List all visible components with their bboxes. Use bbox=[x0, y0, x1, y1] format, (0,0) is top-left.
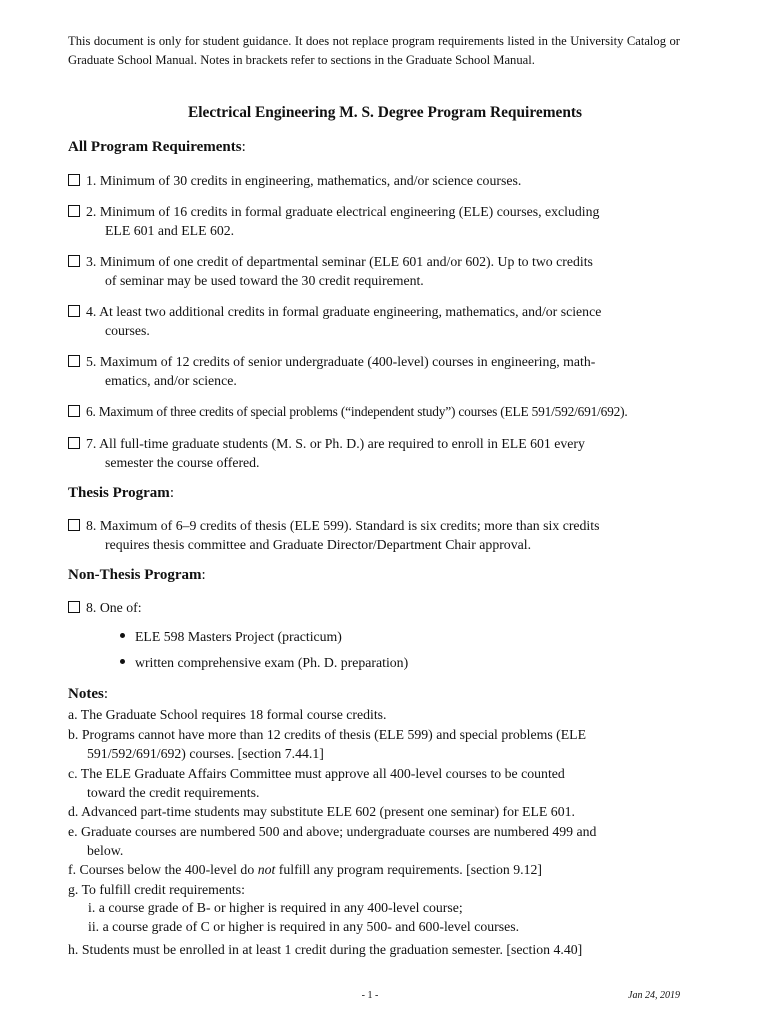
note-a bbox=[68, 705, 688, 724]
note-e bbox=[68, 822, 688, 860]
requirement-thesis-8 bbox=[68, 516, 688, 554]
option-bullet bbox=[120, 655, 408, 671]
subnote-i bbox=[88, 900, 463, 916]
checkbox-icon bbox=[68, 519, 80, 531]
req-text-cont: requires thesis committee and Graduate Director/Department Chair approval. bbox=[105, 537, 532, 552]
section-nonthesis-label: Non-Thesis Program bbox=[68, 567, 202, 583]
req-number: 8. bbox=[86, 600, 97, 615]
req-text-cont: courses. bbox=[105, 323, 150, 338]
note-text: Students must be enrolled in at least 1 credit during the graduation semester. [section 4.40] bbox=[81, 942, 583, 957]
colon: : bbox=[169, 485, 174, 501]
note-f bbox=[68, 860, 688, 879]
note-emphasis: not bbox=[257, 862, 276, 877]
req-text: Minimum of one credit of departmental seminar (ELE 601 and/or 602). Up to two credits bbox=[99, 254, 593, 269]
note-letter: a. bbox=[68, 707, 78, 722]
checkbox-icon bbox=[68, 205, 80, 217]
section-thesis bbox=[68, 485, 174, 502]
requirement-3 bbox=[68, 252, 688, 290]
note-text-cont: 591/592/691/692) courses. [section 7.44.1] bbox=[87, 746, 324, 761]
note-text: The ELE Graduate Affairs Committee must approve all 400-level courses to be counted bbox=[80, 766, 565, 781]
bullet-text: ELE 598 Masters Project (practicum) bbox=[135, 629, 342, 644]
colon: : bbox=[241, 139, 246, 155]
note-letter: g. bbox=[68, 882, 79, 897]
req-text: At least two additional credits in formal graduate engineering, mathematics, and/or science bbox=[99, 304, 602, 319]
note-text-cont: toward the credit requirements. bbox=[87, 785, 260, 800]
requirement-7 bbox=[68, 434, 688, 472]
section-nonthesis bbox=[68, 567, 206, 584]
req-text: One of: bbox=[99, 600, 142, 615]
req-number: 2. bbox=[86, 204, 97, 219]
note-text: Programs cannot have more than 12 credits of thesis (ELE 599) and special problems (ELE bbox=[81, 727, 587, 742]
checkbox-icon bbox=[68, 305, 80, 317]
checkbox-icon bbox=[68, 174, 80, 186]
checkbox-icon bbox=[68, 405, 80, 417]
req-text-cont: of seminar may be used toward the 30 credit requirement. bbox=[105, 273, 424, 288]
colon: : bbox=[103, 686, 108, 702]
req-text-cont: semester the course offered. bbox=[105, 455, 260, 470]
req-number: 3. bbox=[86, 254, 97, 269]
note-letter: e. bbox=[68, 824, 78, 839]
disclaimer-text: This document is only for student guidance. It does not replace program requirements listed in the University Catalog or Graduate School Manual. Notes in brackets refer to sections in the Graduate School Manual. bbox=[68, 34, 680, 67]
requirement-4 bbox=[68, 302, 688, 340]
req-text: Minimum of 30 credits in engineering, mathematics, and/or science courses. bbox=[99, 173, 522, 188]
note-text: Courses below the 400-level do bbox=[79, 862, 258, 877]
note-letter: h. bbox=[68, 942, 79, 957]
section-all-requirements bbox=[68, 139, 246, 156]
note-g bbox=[68, 880, 688, 899]
note-text-cont: below. bbox=[87, 843, 124, 858]
requirement-6 bbox=[68, 402, 758, 421]
req-text: All full-time graduate students (M. S. or Ph. D.) are required to enroll in ELE 601 every bbox=[99, 436, 585, 451]
section-notes-label: Notes bbox=[68, 686, 104, 702]
note-c bbox=[68, 764, 688, 802]
note-text: The Graduate School requires 18 formal course credits. bbox=[80, 707, 387, 722]
colon: : bbox=[201, 567, 206, 583]
bullet-text: written comprehensive exam (Ph. D. preparation) bbox=[135, 655, 409, 670]
req-text-cont: ematics, and/or science. bbox=[105, 373, 237, 388]
section-notes bbox=[68, 686, 108, 703]
checkbox-icon bbox=[68, 255, 80, 267]
note-letter: d. bbox=[68, 804, 79, 819]
document-date: Jan 24, 2019 bbox=[628, 990, 680, 1001]
req-text: Minimum of 16 credits in formal graduate electrical engineering (ELE) courses, excluding bbox=[99, 204, 600, 219]
page-number: - 1 - bbox=[361, 990, 379, 1001]
requirement-nonthesis-8 bbox=[68, 598, 688, 617]
req-number: 6. bbox=[86, 404, 96, 419]
requirement-1 bbox=[68, 171, 688, 190]
subnote-ii bbox=[88, 919, 519, 935]
note-h bbox=[68, 940, 688, 959]
note-text: Advanced part-time students may substitute ELE 602 (present one seminar) for ELE 601. bbox=[81, 804, 575, 819]
req-text: Maximum of three credits of special problems (“independent study”) courses (ELE 591/592/691/692). bbox=[98, 404, 628, 419]
subnote-text: a course grade of B- or higher is required in any 400-level course; bbox=[98, 900, 463, 915]
note-letter: f. bbox=[68, 862, 77, 877]
note-d bbox=[68, 802, 688, 821]
bullet-icon bbox=[120, 659, 125, 664]
req-number: 1. bbox=[86, 173, 97, 188]
subnote-text: a course grade of C or higher is required in any 500- and 600-level courses. bbox=[102, 919, 520, 934]
note-text: Graduate courses are numbered 500 and above; undergraduate courses are numbered 499 and bbox=[81, 824, 597, 839]
note-letter: b. bbox=[68, 727, 79, 742]
note-letter: c. bbox=[68, 766, 78, 781]
bullet-icon bbox=[120, 633, 125, 638]
req-number: 7. bbox=[86, 436, 97, 451]
req-text-cont: ELE 601 and ELE 602. bbox=[105, 223, 235, 238]
checkbox-icon bbox=[68, 601, 80, 613]
req-text: Maximum of 6–9 credits of thesis (ELE 599). Standard is six credits; more than six credits bbox=[99, 518, 600, 533]
checkbox-icon bbox=[68, 437, 80, 449]
req-number: 5. bbox=[86, 354, 97, 369]
section-all-label: All Program Requirements bbox=[68, 139, 242, 155]
req-text: Maximum of 12 credits of senior undergraduate (400-level) courses in engineering, math- bbox=[99, 354, 596, 369]
req-number: 4. bbox=[86, 304, 97, 319]
requirement-2 bbox=[68, 202, 688, 240]
checkbox-icon bbox=[68, 355, 80, 367]
option-bullet bbox=[120, 629, 342, 645]
subnote-roman: i. bbox=[88, 900, 96, 915]
note-b bbox=[68, 725, 688, 763]
note-text: To fulfill credit requirements: bbox=[81, 882, 245, 897]
req-number: 8. bbox=[86, 518, 97, 533]
note-text: fulfill any program requirements. [section 9.12] bbox=[275, 862, 542, 877]
requirement-5 bbox=[68, 352, 688, 390]
subnote-roman: ii. bbox=[88, 919, 100, 934]
page-title: Electrical Engineering M. S. Degree Program Requirements bbox=[187, 104, 583, 121]
section-thesis-label: Thesis Program bbox=[68, 485, 170, 501]
